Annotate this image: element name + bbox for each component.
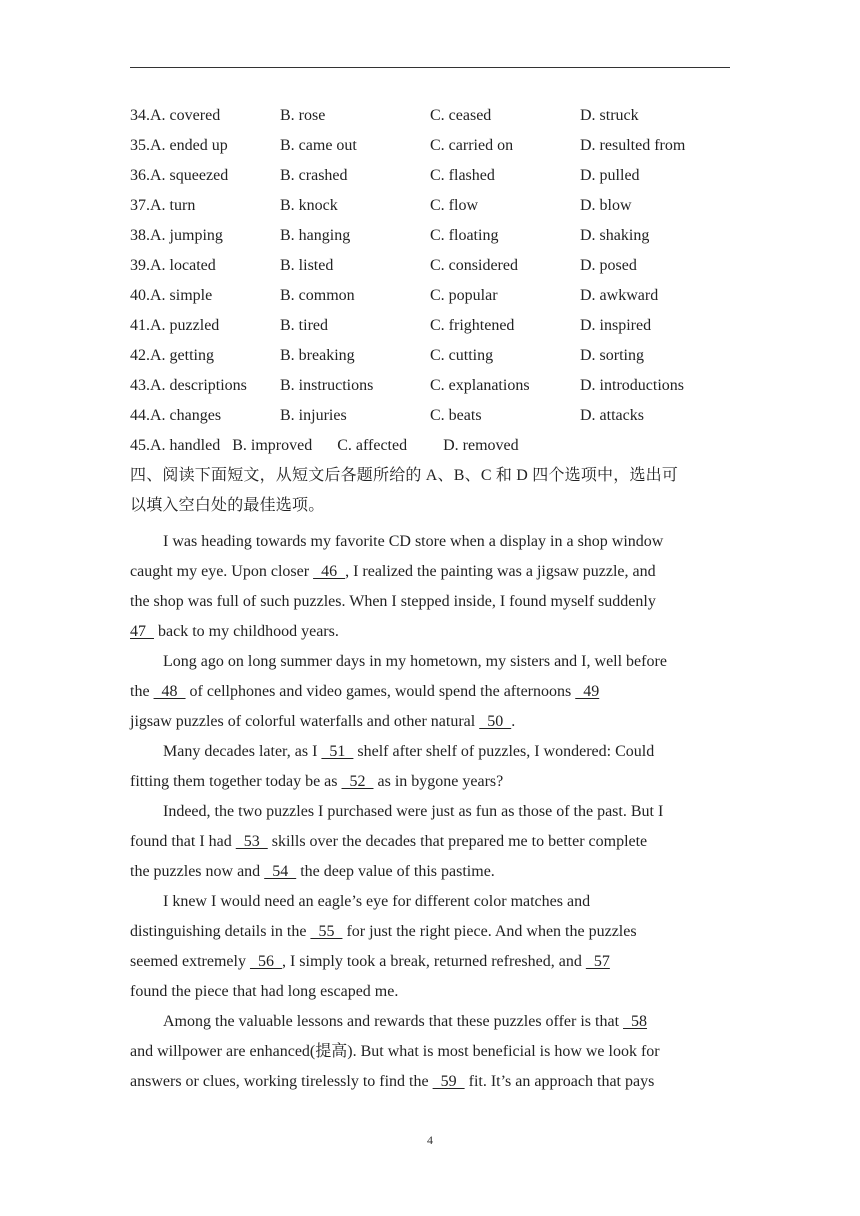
option-b: B. instructions [280, 377, 374, 394]
option-a: 35.A. ended up [130, 137, 228, 154]
blank-51: 51 [321, 743, 354, 760]
blank-46: 46 [313, 563, 346, 580]
option-a: 36.A. squeezed [130, 167, 229, 184]
option-c: C. flow [430, 197, 478, 214]
passage-line [130, 737, 730, 767]
passage-line [130, 1067, 730, 1097]
option-a: 44.A. changes [130, 407, 222, 424]
text: , I simply took a break, returned refreshed, and [281, 953, 586, 970]
option-b: B. improved [232, 437, 313, 454]
option-a: 42.A. getting [130, 347, 214, 364]
passage-line [130, 1037, 730, 1067]
text: Many decades later, as I [163, 743, 322, 760]
option-d: D. struck [580, 107, 639, 124]
text: and willpower are enhanced(提高). But what is most beneficial is how we look for [130, 1043, 660, 1060]
option-a: 41.A. puzzled [130, 317, 220, 334]
passage-line [130, 587, 730, 617]
text: as in bygone years? [373, 773, 504, 790]
passage-line [130, 947, 730, 977]
blank-53: 53 [235, 833, 268, 850]
option-a: 40.A. simple [130, 287, 213, 304]
text: skills over the decades that prepared me to better complete [267, 833, 648, 850]
text: found that I had [130, 833, 236, 850]
option-a: 34.A. covered [130, 107, 221, 124]
text: for just the right piece. And when the puzzles [342, 923, 637, 940]
passage-line [130, 707, 730, 737]
blank-47: 47 [130, 623, 154, 640]
text: of cellphones and video games, would spend the afternoons [185, 683, 576, 700]
passage-line [130, 767, 730, 797]
text: the deep value of this pastime. [296, 863, 495, 880]
text: the puzzles now and [130, 863, 265, 880]
blank-55: 55 [310, 923, 343, 940]
page-number: 4 [427, 1133, 433, 1147]
option-b: B. injuries [280, 407, 347, 424]
blank-52: 52 [341, 773, 374, 790]
option-c: C. explanations [430, 377, 530, 394]
option-c: C. floating [430, 227, 499, 244]
text: seemed extremely [130, 953, 250, 970]
blank-54: 54 [264, 863, 297, 880]
option-row-42 [130, 341, 750, 371]
passage-line [130, 647, 730, 677]
option-d: D. inspired [580, 317, 652, 334]
passage-line [130, 1007, 730, 1037]
passage-line [130, 617, 730, 647]
option-row-39 [130, 251, 750, 281]
passage-line [130, 527, 730, 557]
option-d: D. attacks [580, 407, 644, 424]
option-c: C. flashed [430, 167, 495, 184]
passage-line [130, 677, 730, 707]
text: I was heading towards my favorite CD store when a display in a shop window [163, 533, 664, 550]
option-d: D. shaking [580, 227, 650, 244]
option-row-36 [130, 161, 750, 191]
passage-line [130, 557, 730, 587]
option-row-34 [130, 101, 750, 131]
option-b: B. came out [280, 137, 357, 154]
option-row-43 [130, 371, 750, 401]
option-d: D. pulled [580, 167, 640, 184]
option-c: C. popular [430, 287, 498, 304]
text: jigsaw puzzles of colorful waterfalls and other natural [130, 713, 480, 730]
option-row-44 [130, 401, 750, 431]
text: fit. It’s an approach that pays [464, 1073, 655, 1090]
text: , I realized the painting was a jigsaw puzzle, and [345, 563, 656, 580]
text: I knew I would need an eagle’s eye for different color matches and [163, 893, 591, 910]
passage-line [130, 977, 730, 1007]
section-heading [130, 461, 730, 521]
option-row-40 [130, 281, 750, 311]
option-row-45 [130, 431, 750, 461]
option-d: D. awkward [580, 287, 659, 304]
option-a: 43.A. descriptions [130, 377, 247, 394]
text: shelf after shelf of puzzles, I wondered: Could [353, 743, 655, 760]
text: back to my childhood years. [154, 623, 339, 640]
text: distinguishing details in the [130, 923, 311, 940]
option-d: D. blow [580, 197, 632, 214]
option-row-41 [130, 311, 750, 341]
text: Among the valuable lessons and rewards that these puzzles offer is that [163, 1013, 624, 1030]
text: the shop was full of such puzzles. When I stepped inside, I found myself suddenly [130, 593, 656, 610]
option-row-35 [130, 131, 750, 161]
option-b: B. tired [280, 317, 328, 334]
option-a: 39.A. located [130, 257, 216, 274]
option-b: B. common [280, 287, 355, 304]
option-c: C. beats [430, 407, 482, 424]
option-b: B. knock [280, 197, 338, 214]
option-c: C. affected [337, 437, 408, 454]
blank-56: 56 [249, 953, 282, 970]
option-c: C. considered [430, 257, 518, 274]
option-b: B. hanging [280, 227, 351, 244]
passage-line [130, 917, 730, 947]
option-b: B. breaking [280, 347, 355, 364]
text: answers or clues, working tirelessly to find the [130, 1073, 433, 1090]
option-d: D. sorting [580, 347, 644, 364]
passage-line [130, 797, 730, 827]
text: . [511, 713, 516, 730]
blank-58: 58 [623, 1013, 648, 1030]
option-row-37 [130, 191, 750, 221]
blank-49: 49 [575, 683, 600, 700]
option-b: B. rose [280, 107, 326, 124]
section-heading-line-1: 四、阅读下面短文，从短文后各题所给的 A、B、C 和 D 四个选项中，选出可 [130, 467, 679, 484]
header-rule [130, 67, 730, 68]
blank-50: 50 [479, 713, 512, 730]
text: caught my eye. Upon closer [130, 563, 314, 580]
option-c: C. cutting [430, 347, 494, 364]
passage-line [130, 857, 730, 887]
option-d: D. removed [443, 437, 519, 454]
text: the [130, 683, 154, 700]
option-d: D. introductions [580, 377, 684, 394]
option-a: 45.A. handled [130, 437, 221, 454]
text: found the piece that had long escaped me. [130, 983, 399, 1000]
option-a: 38.A. jumping [130, 227, 223, 244]
text: Long ago on long summer days in my hometown, my sisters and I, well before [163, 653, 667, 670]
blank-57: 57 [585, 953, 610, 970]
options-list [130, 101, 750, 461]
blank-59: 59 [432, 1073, 465, 1090]
option-c: C. ceased [430, 107, 492, 124]
text: Indeed, the two puzzles I purchased were just as fun as those of the past. But I [163, 803, 664, 820]
passage-line [130, 827, 730, 857]
option-a: 37.A. turn [130, 197, 196, 214]
option-b: B. crashed [280, 167, 348, 184]
text: fitting them together today be as [130, 773, 342, 790]
option-c: C. carried on [430, 137, 514, 154]
blank-48: 48 [153, 683, 186, 700]
reading-passage [130, 527, 730, 1097]
option-row-38 [130, 221, 750, 251]
option-d: D. posed [580, 257, 637, 274]
option-b: B. listed [280, 257, 334, 274]
option-d: D. resulted from [580, 137, 686, 154]
option-c: C. frightened [430, 317, 515, 334]
section-heading-line-2: 以填入空白处的最佳选项。 [130, 497, 325, 514]
passage-line [130, 887, 730, 917]
